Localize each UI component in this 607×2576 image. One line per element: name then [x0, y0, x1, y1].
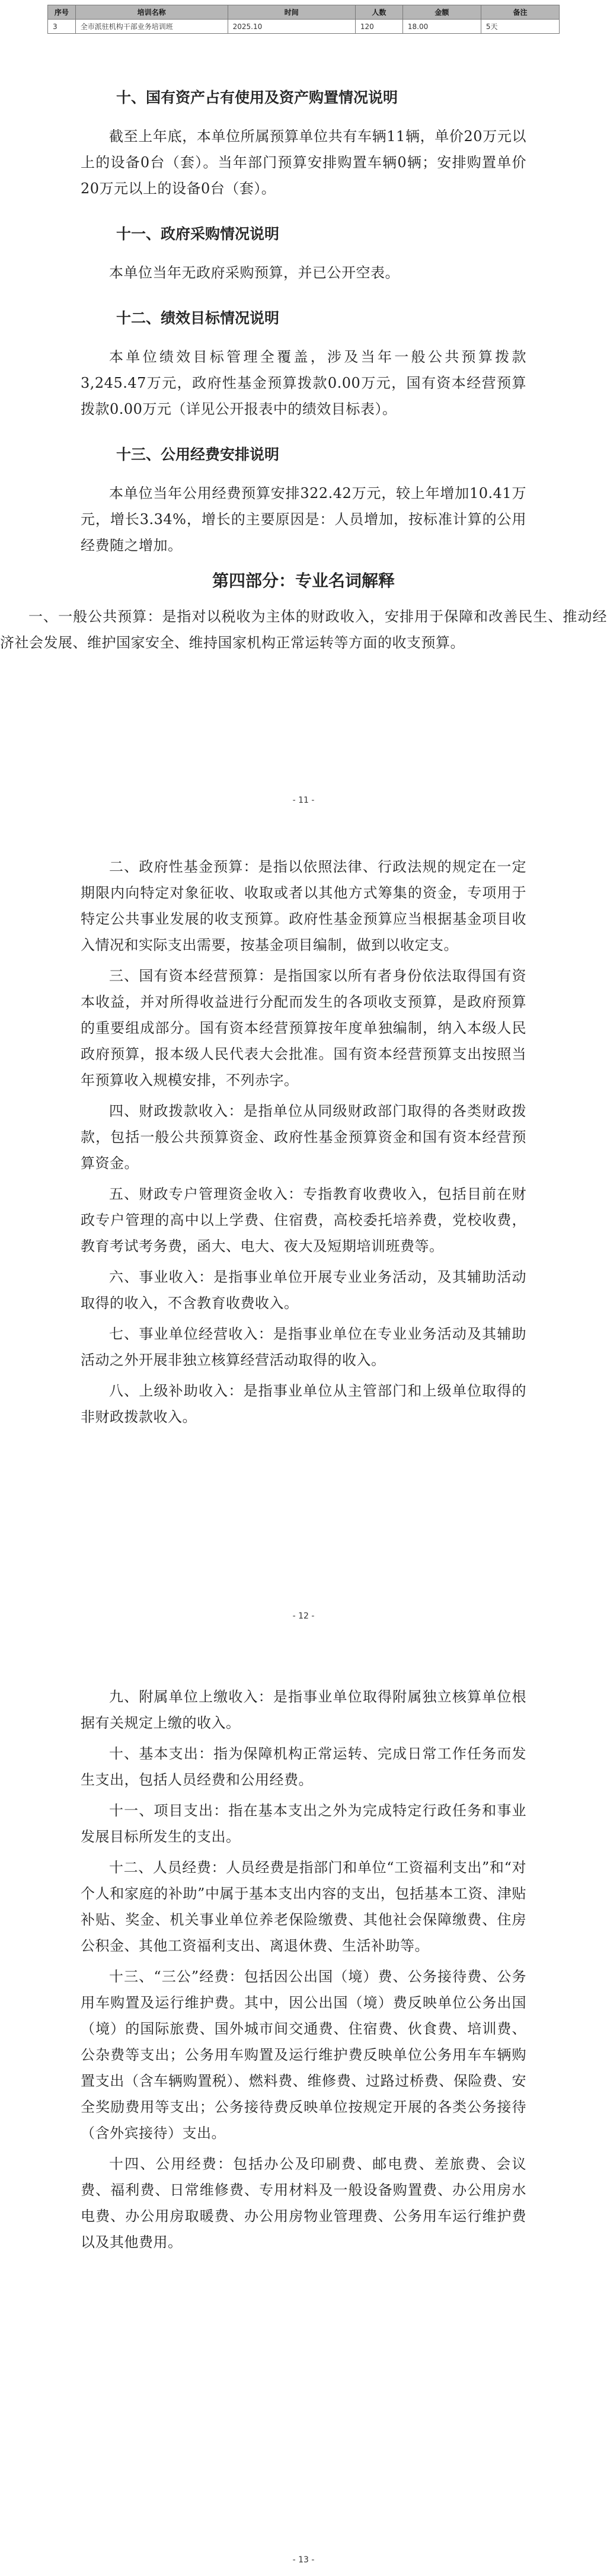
term-item: 八、上级补助收入：是指事业单位从主管部门和上级单位取得的非财政拨款收入。 — [81, 1383, 526, 1425]
term-item: 九、附属单位上缴收入：是指事业单位取得附属独立核算单位根据有关规定上缴的收入。 — [81, 1688, 526, 1731]
section-title-public-funds: 十三、公用经费安排说明 — [116, 446, 280, 463]
page-number: - 11 - — [292, 796, 315, 805]
term-item: 十四、公用经费：包括办公及印刷费、邮电费、差旅费、会议费、福利费、日常维修费、专用材料及一般设备购置费、办公用房水电费、办公用房取暖费、办公用房物业管理费、公务用车运行维护费以及其他费用。 — [81, 2156, 526, 2251]
col-header-time: 时间 — [228, 5, 355, 20]
part-title: 第四部分：专业名词解释 — [212, 571, 395, 590]
table-cell: 3 — [48, 20, 76, 34]
section-text-procurement: 本单位当年无政府采购预算，并已公开空表。 — [109, 264, 400, 281]
section-text-assets: 截至上年底，本单位所属预算单位共有车辆11辆，单价20万元以上的设备0台（套）。当年部门预算安排购置车辆0辆；安排购置单价20万元以上的设备0台（套）。 — [81, 128, 526, 197]
col-header-name: 培训名称 — [75, 5, 228, 20]
term-item: 十一、项目支出：指在基本支出之外为完成特定行政任务和事业发展目标所发生的支出。 — [81, 1802, 526, 1845]
section-title-procurement: 十一、政府采购情况说明 — [116, 225, 280, 242]
section-title-performance: 十二、绩效目标情况说明 — [116, 309, 280, 327]
section-text-public-funds: 本单位当年公用经费预算安排322.42万元，较上年增加10.41万元，增长3.34%，增长的主要原因是：人员增加，按标准计算的公用经费随之增加。 — [81, 485, 526, 554]
table-cell: 5天 — [481, 20, 559, 34]
page-number: - 13 - — [292, 2555, 315, 2565]
col-header-people: 人数 — [355, 5, 402, 20]
col-header-remark: 备注 — [481, 5, 559, 20]
table-cell: 18.00 — [402, 20, 481, 34]
term-item: 五、财政专户管理资金收入：专指教育收费收入，包括目前在财政专户管理的高中以上学费、住宿费，高校委托培养费，党校收费，教育考试考务费，函大、电大、夜大及短期培训班费等。 — [81, 1186, 526, 1255]
section-text-performance: 本单位绩效目标管理全覆盖，涉及当年一般公共预算拨款3,245.47万元，政府性基金预算拨款0.00万元，国有资本经营预算拨款0.00万元（详见公开报表中的绩效目标表）。 — [81, 349, 526, 417]
table-cell: 全市派驻机构干部业务培训班 — [75, 20, 228, 34]
page-number: - 12 - — [292, 1611, 315, 1621]
page-11 — [0, 83, 607, 656]
table-cell: 2025.10 — [228, 20, 355, 34]
term-item: 四、财政拨款收入：是指单位从同级财政部门取得的各类财政拨款，包括一般公共预算资金、政府性基金预算资金和国有资本经营预算资金。 — [81, 1103, 526, 1172]
term-item: 七、事业单位经营收入：是指事业单位在专业业务活动及其辅助活动之外开展非独立核算经营活动取得的收入。 — [81, 1326, 526, 1368]
page-12 — [0, 854, 607, 1435]
table-cell: 120 — [355, 20, 402, 34]
term-item: 十、基本支出：指为保障机构正常运转、完成日常工作任务而发生支出，包括人员经费和公用经费。 — [81, 1745, 526, 1788]
term-item: 一、一般公共预算：是指对以税收为主体的财政收入，安排用于保障和改善民生、推动经济社会发展、维护国家安全、维持国家机构正常运转等方面的收支预算。 — [0, 608, 607, 651]
training-table — [47, 5, 560, 34]
term-item: 十三、“三公”经费：包括因公出国（境）费、公务接待费、公务用车购置及运行维护费。其中，因公出国（境）费反映单位公务出国（境）的国际旅费、国外城市间交通费、住宿费、伙食费、培训费、公杂费等支出；公务用车购置及运行维护费反映单位公务用车车辆购置支出（含车辆购置税）、燃料费、维修费、过路过桥费、保险费、安全奖励费用等支出；公务接待费反映单位按规定开展的各类公务接待（含外宾接待）支出。 — [81, 1968, 526, 2141]
table-row — [48, 20, 560, 34]
col-header-index: 序号 — [48, 5, 76, 20]
page-13 — [0, 1684, 607, 2260]
table-header-row — [48, 5, 560, 20]
term-item: 六、事业收入：是指事业单位开展专业业务活动，及其辅助活动取得的收入，不含教育收费收入。 — [81, 1269, 526, 1311]
col-header-amount: 金额 — [402, 5, 481, 20]
section-title-assets: 十、国有资产占有使用及资产购置情况说明 — [116, 89, 398, 106]
term-item: 十二、人员经费：人员经费是指部门和单位“工资福利支出”和“对个人和家庭的补助”中属于基本支出内容的支出，包括基本工资、津贴补贴、奖金、机关事业单位养老保险缴费、其他社会保障缴费、住房公积金、其他工资福利支出、离退休费、生活补助等。 — [81, 1859, 526, 1954]
term-item: 三、国有资本经营预算：是指国家以所有者身份依法取得国有资本收益，并对所得收益进行分配而发生的各项收支预算，是政府预算的重要组成部分。国有资本经营预算按年度单独编制，纳入本级人民政府预算，报本级人民代表大会批准。国有资本经营预算支出按照当年预算收入规模安排，不列赤字。 — [81, 968, 526, 1089]
term-item: 二、政府性基金预算：是指以依照法律、行政法规的规定在一定期限内向特定对象征收、收取或者以其他方式筹集的资金，专项用于特定公共事业发展的收支预算。政府性基金预算应当根据基金项目收入情况和实际支出需要，按基金项目编制，做到以收定支。 — [81, 858, 526, 953]
